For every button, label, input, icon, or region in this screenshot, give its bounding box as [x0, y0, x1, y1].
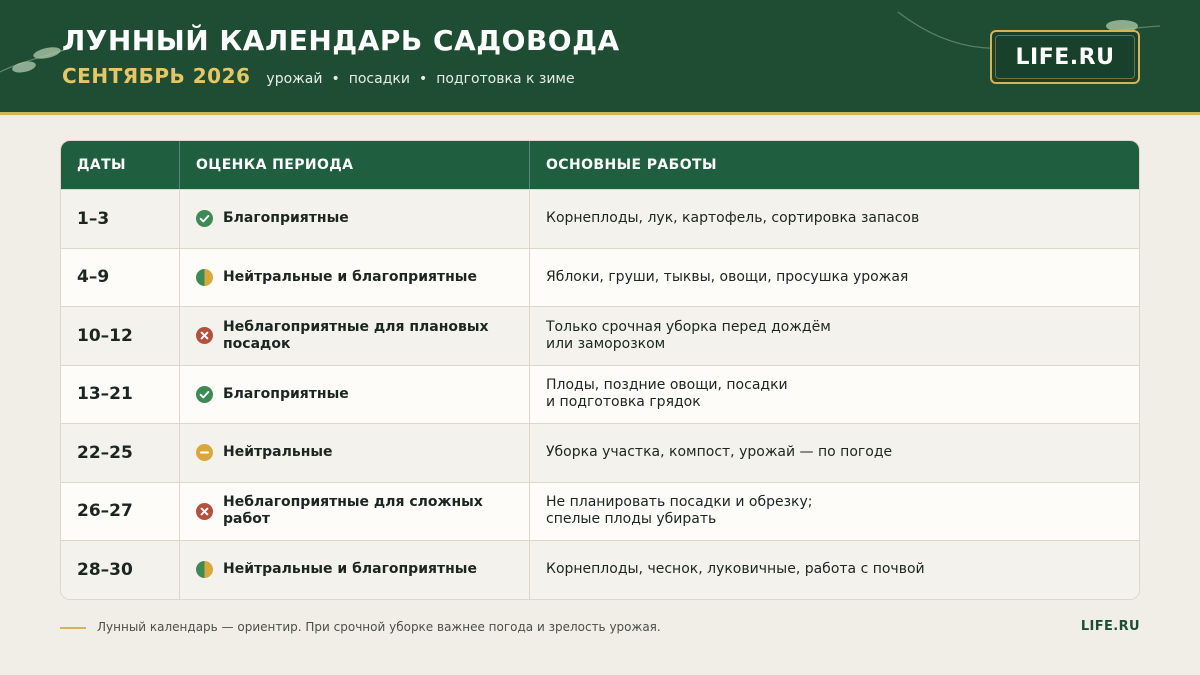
cross-circle-icon [196, 327, 213, 344]
header-gold-line [0, 112, 1200, 115]
works-line: Не планировать посадки и обрезку; [546, 494, 813, 511]
table-row [61, 189, 1139, 248]
tag-separator: • [418, 71, 428, 87]
works-line: Корнеплоды, лук, картофель, сортировка запасов [546, 210, 920, 227]
half-circle-icon [196, 269, 213, 286]
cell-works [530, 541, 1139, 599]
footer-logo: LIFE.RU [1080, 619, 1140, 634]
assessment-text: Нейтральные и благоприятные [223, 561, 477, 578]
dates-text: 26–27 [77, 501, 133, 522]
half-circle-icon [196, 561, 213, 578]
cell-dates [61, 366, 180, 424]
cell-assessment [180, 541, 530, 599]
cross-circle-icon [196, 503, 213, 520]
check-circle-icon [196, 386, 213, 403]
check-circle-icon [196, 210, 213, 227]
table-row [61, 306, 1139, 365]
dates-text: 10–12 [77, 325, 133, 346]
header-banner [0, 0, 1200, 112]
page-title: ЛУННЫЙ КАЛЕНДАРЬ САДОВОДА [62, 24, 620, 57]
cell-assessment [180, 249, 530, 307]
column-header-works: ОСНОВНЫЕ РАБОТЫ [546, 157, 717, 173]
cell-works [530, 307, 1139, 365]
table-row [61, 540, 1139, 599]
cell-works [530, 483, 1139, 541]
assessment-text: Благоприятные [223, 210, 349, 227]
cell-works [530, 424, 1139, 482]
cell-assessment [180, 483, 530, 541]
tag-planting: посадки [348, 71, 410, 87]
footer-gold-line [60, 627, 86, 629]
cell-works [530, 190, 1139, 248]
tags [266, 71, 574, 87]
cell-works [530, 249, 1139, 307]
dates-text: 4–9 [77, 267, 110, 288]
minus-circle-icon [196, 444, 213, 461]
assessment-text: Нейтральные [223, 444, 333, 461]
table-row [61, 248, 1139, 307]
cell-works [530, 366, 1139, 424]
logo-text: LIFE.RU [1015, 44, 1115, 70]
dates-text: 22–25 [77, 442, 133, 463]
works-line: спелые плоды убирать [546, 511, 717, 528]
tag-winter-prep: подготовка к зиме [436, 71, 575, 87]
table-header [61, 141, 1139, 189]
cell-assessment [180, 424, 530, 482]
cell-assessment [180, 307, 530, 365]
column-header-assessment: ОЦЕНКА ПЕРИОДА [180, 141, 530, 189]
works-line: Плоды, поздние овощи, посадки [546, 377, 788, 394]
dates-text: 13–21 [77, 384, 133, 405]
dates-text: 1–3 [77, 208, 110, 229]
works-line: или заморозком [546, 335, 666, 352]
cell-dates [61, 249, 180, 307]
cell-assessment [180, 366, 530, 424]
cell-dates [61, 190, 180, 248]
table-row [61, 423, 1139, 482]
works-line: Только срочная уборка перед дождём [546, 318, 831, 335]
works-line: Уборка участка, компост, урожай — по погоде [546, 444, 893, 461]
table-row [61, 482, 1139, 541]
works-line: Яблоки, груши, тыквы, овощи, просушка урожая [546, 268, 909, 285]
works-line: и подготовка грядок [546, 394, 701, 411]
cell-dates [61, 541, 180, 599]
month-label: СЕНТЯБРЬ 2026 [62, 64, 251, 88]
assessment-text: Благоприятные [223, 385, 349, 402]
cell-dates [61, 307, 180, 365]
dates-text: 28–30 [77, 559, 133, 580]
subtitle-row [62, 64, 575, 88]
cell-assessment [180, 190, 530, 248]
footer-note: Лунный календарь — ориентир. При срочной уборке важнее погода и зрелость урожая. [97, 620, 661, 634]
column-header-dates: ДАТЫ [61, 141, 180, 189]
cell-dates [61, 483, 180, 541]
calendar-table [60, 140, 1140, 600]
assessment-text: Неблагоприятные для сложных работ [223, 494, 483, 528]
assessment-text: Неблагоприятные для плановых посадок [223, 318, 489, 352]
assessment-text: Нейтральные и благоприятные [223, 268, 477, 285]
tag-separator: • [331, 71, 340, 87]
table-row [61, 365, 1139, 424]
logo-badge [990, 30, 1140, 84]
tag-harvest: урожай [266, 71, 323, 87]
table-body [61, 189, 1139, 599]
cell-dates [61, 424, 180, 482]
works-line: Корнеплоды, чеснок, луковичные, работа с почвой [546, 561, 925, 578]
